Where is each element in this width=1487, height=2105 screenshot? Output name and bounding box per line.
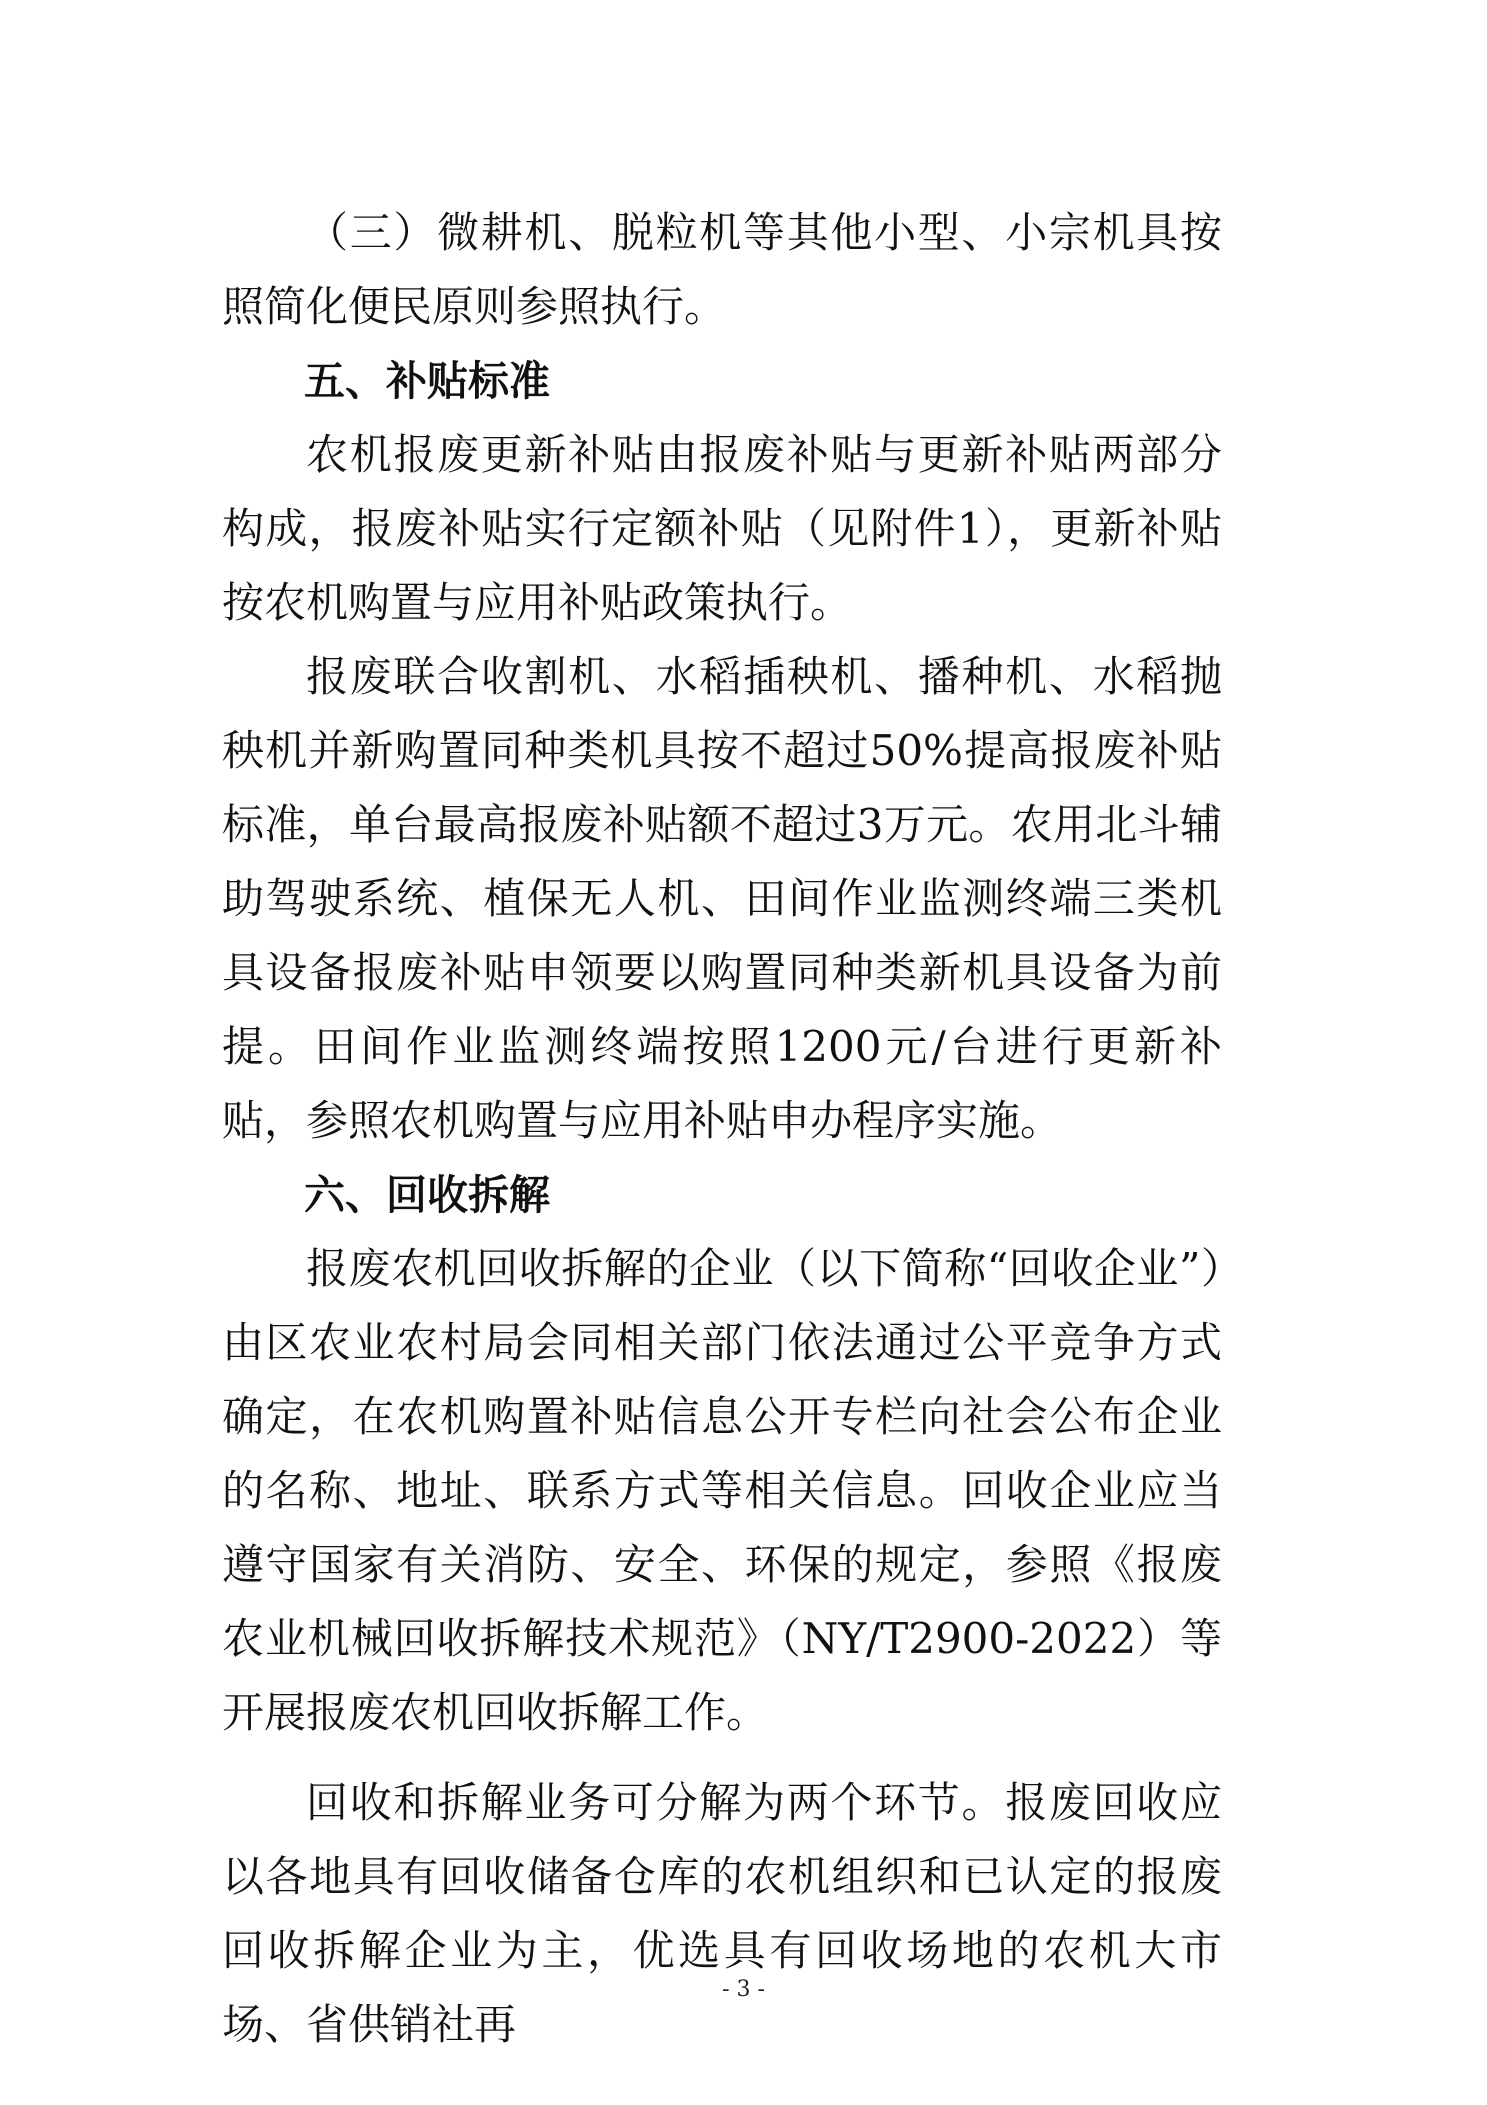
heading-subsidy-standard: 五、补贴标准 <box>304 357 550 405</box>
paragraph-recycling-enterprise: 报废农机回收拆解的企业（以下简称“回收企业”）由区农业农村局会同相关部门依法通过公平竞争方式确定，在农机购置补贴信息公开专栏向社会公布企业的名称、地址、联系方式等相关信息。回收企业应当遵守国家有关消防、安全、环保的规定，参照《报废农业机械回收拆解技术规范》（NY/T2900-2022）等开展报废农机回收拆解工作。 <box>222 1244 1222 1737</box>
paragraph-subsidy-increase: 报废联合收割机、水稻插秧机、播种机、水稻抛秧机并新购置同种类机具按不超过50%提高报废补贴标准，单台最高报废补贴额不超过3万元。农用北斗辅助驾驶系统、植保无人机、田间作业监测终端三类机具设备报废补贴申领要以购置同种类新机具设备为前提。田间作业监测终端按照1200元/台进行更新补贴，参照农机购置与应用补贴申办程序实施。 <box>222 652 1222 1145</box>
document-body <box>222 196 1222 2062</box>
heading-recycling-dismantling: 六、回收拆解 <box>304 1171 550 1219</box>
paragraph-subsidy-composition: 农机报废更新补贴由报废补贴与更新补贴两部分构成，报废补贴实行定额补贴（见附件1），更新补贴按农机购置与应用补贴政策执行。 <box>222 430 1222 627</box>
page-number: - 3 - <box>722 1977 765 2002</box>
paragraph-small-machines: （三）微耕机、脱粒机等其他小型、小宗机具按照简化便民原则参照执行。 <box>222 208 1222 331</box>
paragraph-recycling-stages: 回收和拆解业务可分解为两个环节。报废回收应以各地具有回收储备仓库的农机组织和已认定的报废回收拆解企业为主，优选具有回收场地的农机大市场、省供销社再 <box>222 1778 1222 2049</box>
